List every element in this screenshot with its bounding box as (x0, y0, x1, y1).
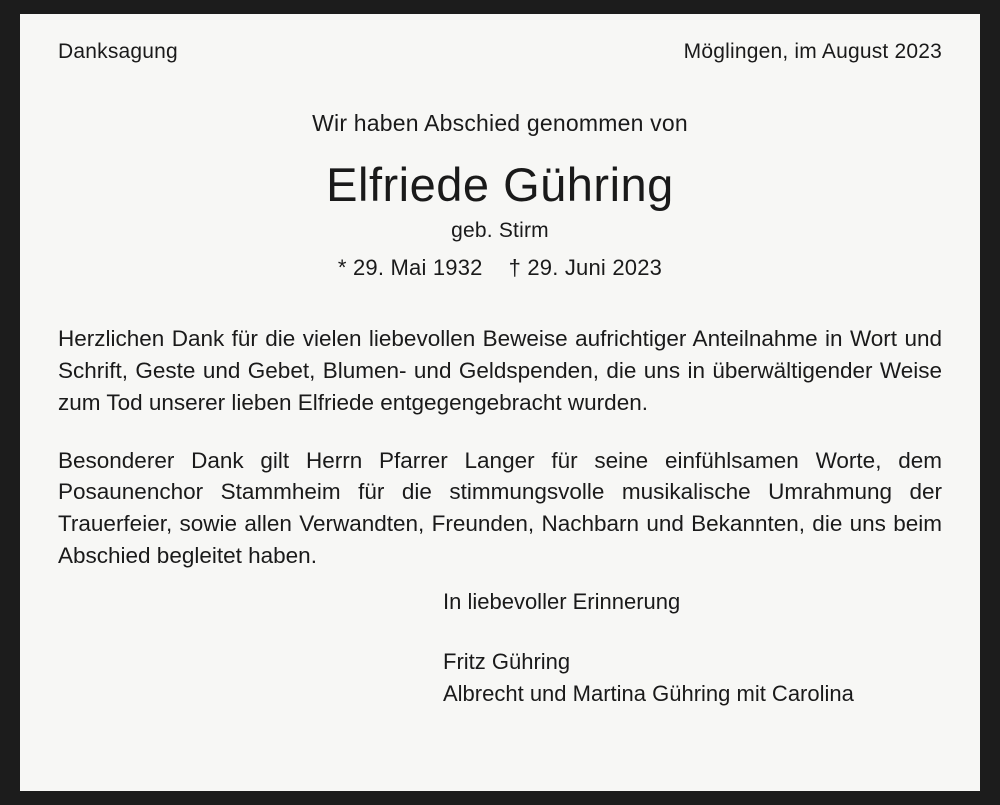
maiden-name: geb. Stirm (451, 218, 549, 242)
death-date: † 29. Juni 2023 (508, 254, 663, 280)
closing-block (58, 586, 942, 710)
family-line-1: Fritz Gühring (443, 649, 571, 675)
paragraph-special-thanks: Besonderer Dank gilt Herrn Pfarrer Langer für seine einfühlsamen Worte, dem Posaunenchor Stammheim für die stimmungsvolle musikalische Umrahmung der Trauerfeier, sowie allen Verwandten, Freunden, Nachbarn und Bekannten, die uns beim Abschied begleitet haben. (58, 447, 942, 569)
header-row (58, 40, 942, 64)
deceased-name: Elfriede Gühring (326, 158, 674, 211)
remembrance-line: In liebevoller Erinnerung (443, 589, 681, 615)
notice-type-label: Danksagung (58, 40, 178, 63)
lead-line: Wir haben Abschied genommen von (312, 110, 688, 136)
obituary-content (20, 14, 980, 791)
place-and-date-label: Möglingen, im August 2023 (683, 40, 942, 63)
life-dates (58, 255, 942, 281)
thank-you-text (58, 323, 942, 573)
announcement-block (58, 110, 942, 281)
family-line-2: Albrecht und Martina Gühring mit Carolina (443, 681, 854, 707)
birth-date: * 29. Mai 1932 (337, 254, 483, 280)
paragraph-gratitude: Herzlichen Dank für die vielen liebevollen Beweise aufrichtiger Anteilnahme in Wort und Schrift, Geste und Gebet, Blumen- und Geldspenden, die uns in überwältigender Weise zum Tod unserer lieben Elfriede entgegengebracht wurden. (58, 325, 942, 415)
